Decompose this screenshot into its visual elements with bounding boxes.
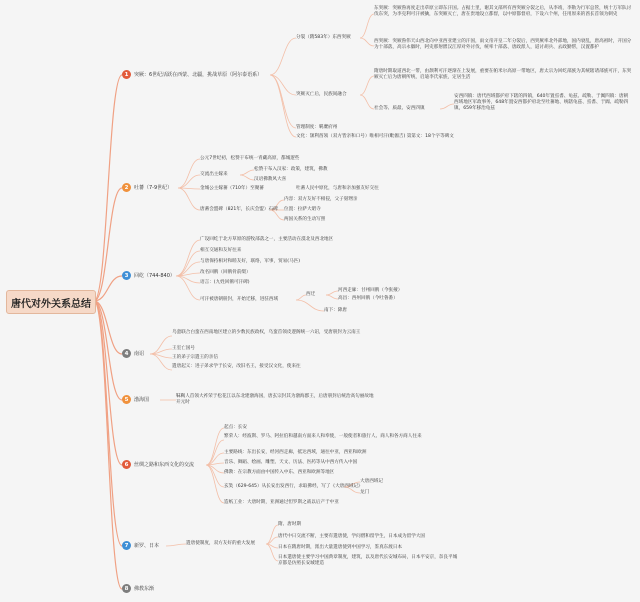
huihe-south-label: 南下：降唐 [324,308,347,313]
huihe-west-sub: 高昌：西州回鹘（今吐鲁番） [338,296,398,301]
topic-silk-road[interactable] [122,460,194,469]
huihe-west-sub: 河西走廊：甘州回鹘（今张掖） [338,288,403,293]
turk-after-text: 隋唐时期取道西北一带，由颉利可汗逐渐在上发展，重要在帕米尔高原一带地区，唐太宗为回纥部族为其统辖诸部族可汗，东突厥灭亡后为唐朝所统，启迪李氏家族，定居生活 [374,69,632,80]
topic-nanzhao[interactable] [122,349,144,358]
topic-number: 3 [122,271,131,280]
sub-connector [270,75,296,128]
branch-connector [94,75,122,301]
sub-connector [240,175,254,180]
topic-label: 佛教东渐 [134,586,155,592]
topic-number: 6 [122,460,131,469]
tubo-item: 公元7世纪初，松赞干布统一青藏高原，都城逻些 [200,156,300,161]
sub-connector [326,295,338,299]
topic-number: 1 [122,70,131,79]
topic-turk[interactable] [122,70,262,79]
tubo-stele-sub: 内容：双方友好不相侵，父子舅甥亲 [284,197,358,202]
root-title: 唐代对外关系总结 [11,298,91,310]
nanzhao-fall: 遣唐起义：进子弟求学于长安，改旧名王，接受汉文化，使来往 [172,364,301,369]
nanzhao-item: 乌蛮联合白蛮在西南地区建立的少数民族政权，乌蛮首领皮逻阁统一六诏，受唐册封为云南王 [172,330,361,335]
tubo-stele-sub: 位置：拉萨大昭寺 [284,207,321,212]
sub-connector [166,544,186,546]
tubo-marriage-sub: 汉语佛教风大喜 [254,177,287,182]
sub-connector [178,159,200,188]
turk-west-text: 西突厥：突厥鲁伟天山西北向中亚西亚建立的汗国，雨文帝开皇二年分裂后，西突厥率北外部地，国内衰乱，唐高祖时，开国分为十部落，高宗永徽时，阿史那射匮汉江厚对外讨伐，统率十部落、唐政派人，道讨胡兵、去政勤帮，汉置都护 [374,39,632,50]
sub-connector [178,188,200,210]
sub-connector [270,38,296,75]
kj-item: 日本在隋唐时期，派出大量遣唐使到中国学习，鉴真东渡日本 [278,545,403,550]
sub-connector [296,300,324,311]
tubo-item: 金城公主嫁蕃（710年）至聚蕃 [200,186,264,191]
nanzhao-recog: 王的弟子宗遣王的亲信 [172,355,218,360]
tubo-item: 交流出主嫁来 [200,172,228,177]
topic-number: 5 [122,395,131,404]
turk-social-label: 社会等、质最、安西四镇 [374,106,425,111]
turk-anxi-text: 安西四镇：唐代西域都护府下辖的四镇，640年置焉耆、龟兹、疏勒、于阗四镇：唐朝西域地区军政事务，648年置安西都护府北至吐蕃地、统辖龟兹、焉耆、于阗、疏勒四镇，659年移治龟兹 [454,94,629,111]
topic-number: 2 [122,183,131,192]
huihe-item: 广设回纥于北方草原的游牧部落之一，主要活动在漠北及西北地区 [200,237,334,242]
topic-label: 丝绸之路和东西文化的交流 [134,462,195,468]
tubo-item: 唐蕃会盟碑（821年，长庆会盟）石碑 [200,207,278,212]
silk-paper: 造纸工业：大唐时期，亚洲通过怛罗斯之战以后产于中亚 [224,500,339,505]
sub-connector [326,291,338,295]
huihe-item: 改名回鹘（回鹘骨前缀） [200,270,251,275]
topic-label: 突厥：6世纪活跃在西蒙、北疆，挑战草原（阿尔泰语系） [134,72,263,78]
topic-buddhism[interactable] [122,584,154,593]
topic-bohai[interactable] [122,395,149,404]
nanzhao-item: 王室亡国号 [172,346,195,351]
turk-mgmt-label: 管理制度：羁縻府州 [296,125,338,130]
sub-connector [360,76,374,95]
tubo-marriage-sub: 松赞干布入汉家：政策，建筑，佛教 [254,167,328,172]
huihe-item: 语言：(九姓回鹘可汗碑) [200,280,250,285]
sub-connector [178,175,200,188]
kj-item: 日本遣唐使主要学习中国典章制度，建筑，以及唐代长安城布局，日本平安京，奈良平城京都是仿照长安城建造 [278,555,458,566]
sub-connector [266,544,278,561]
topic-number: 7 [122,541,131,550]
topic-huihe[interactable] [122,271,175,280]
silk-item: 繁荣人：经波斯、罗马、阿拉伯和越南方面来人和奉使，一般使者和旅行人、商人和各方商人往来 [224,434,422,439]
sub-connector [296,295,306,300]
topic-number: 8 [122,584,131,593]
sub-connector [360,95,374,109]
topic-label: 回纥（744-840） [134,273,175,279]
kj-label: 遣唐使制度，双方友好的重大发展 [186,541,255,546]
branch-connector [94,188,122,301]
turk-east-text: 东突厥：突厥鲁再度走出草原立即东汗国。占据土里，谢其文部所有西突厥分裂之后，从李靖，李勣为行军总管，统十万军队讨伐东突，为李克利可汗被擒，东突厥灭亡，唐在贵地设立都督，以中原都督府，下设六个州，任用原来的酋长首领为刺史 [374,6,632,17]
silk-item: 音乐、舞蹈、绘画、雕塑、天文、历法、医药等从中西方传入中国 [224,460,358,465]
silk-item: 佛教：在宗教方面由中国传入中东、西亚和欧洲等地区 [224,470,335,475]
kj-item: 隋、唐时期 [278,522,301,527]
topic-label: 渤海国 [134,397,150,403]
branch-connector [94,301,122,546]
topic-korea-japan[interactable] [122,541,159,550]
sub-connector [440,104,454,109]
turk-culture-label: 文化：颉利酋领（双方皆亲和口号）唯相可汗(毗伽吉) 第第文：18个字等碑文 [296,134,454,139]
topic-label: 南诏 [134,351,145,357]
huihe-item: 与唐保持相对和睦友好，联络，军事，贸易(马匹) [200,259,301,264]
topic-number: 4 [122,349,131,358]
silk-xuanzang-sub: 龙门 [360,490,370,495]
sub-connector [176,251,200,276]
silk-item: 起点：长安 [224,425,247,430]
branch-connector [94,301,122,589]
sub-connector [176,240,200,276]
huihe-west-label: 西迁 [306,292,316,297]
topic-label: 吐蕃（7-9世纪） [134,185,173,191]
sub-connector [266,525,278,544]
kj-item: 唐代中日交流不断，主要有遣唐使，学问僧和留学生，日本成为留学大国 [278,534,426,539]
silk-xuanzang-sub: 大唐西域记 [360,479,383,484]
sub-connector [360,14,374,38]
bohai-text: 靺鞨人首领大祚荣于松花江以东北建渤海国，唐玄宗封其为渤海郡王，后唐册封后统治高句丽故地 开元时 [176,394,374,405]
huihe-item: 相互交通和友好往来 [200,248,242,253]
topic-tubo[interactable] [122,183,172,192]
turk-after-label: 突厥灭亡后，民族间融合 [296,92,347,97]
huihe-later-label: 可汗被唐朝册封，开始迁移，进驻西域 [200,297,279,302]
sub-connector [206,440,224,465]
topic-label: 新罗、日本 [134,543,160,549]
silk-xuanzang: 玄奘（629-645）从长安出发西行，求取佛经，写了《大唐西域记》 [224,484,363,489]
silk-item: 主要路线：东出长安，经河西走廊，抵达西域，通往中亚，西亚和欧洲 [224,450,367,455]
sub-connector [206,465,224,503]
sub-connector [270,75,296,95]
sub-connector [360,38,374,46]
tubo-stele-sub: 两国关系的生动写照 [284,217,326,222]
root-topic[interactable] [6,290,96,314]
sub-connector [240,170,254,175]
turk-split-label: 分裂（隋583年）东西突厥 [296,35,351,40]
tubo-jincheng-sub: 吐蕃人民中原化，与唐和亲加强友好交往 [296,186,379,191]
